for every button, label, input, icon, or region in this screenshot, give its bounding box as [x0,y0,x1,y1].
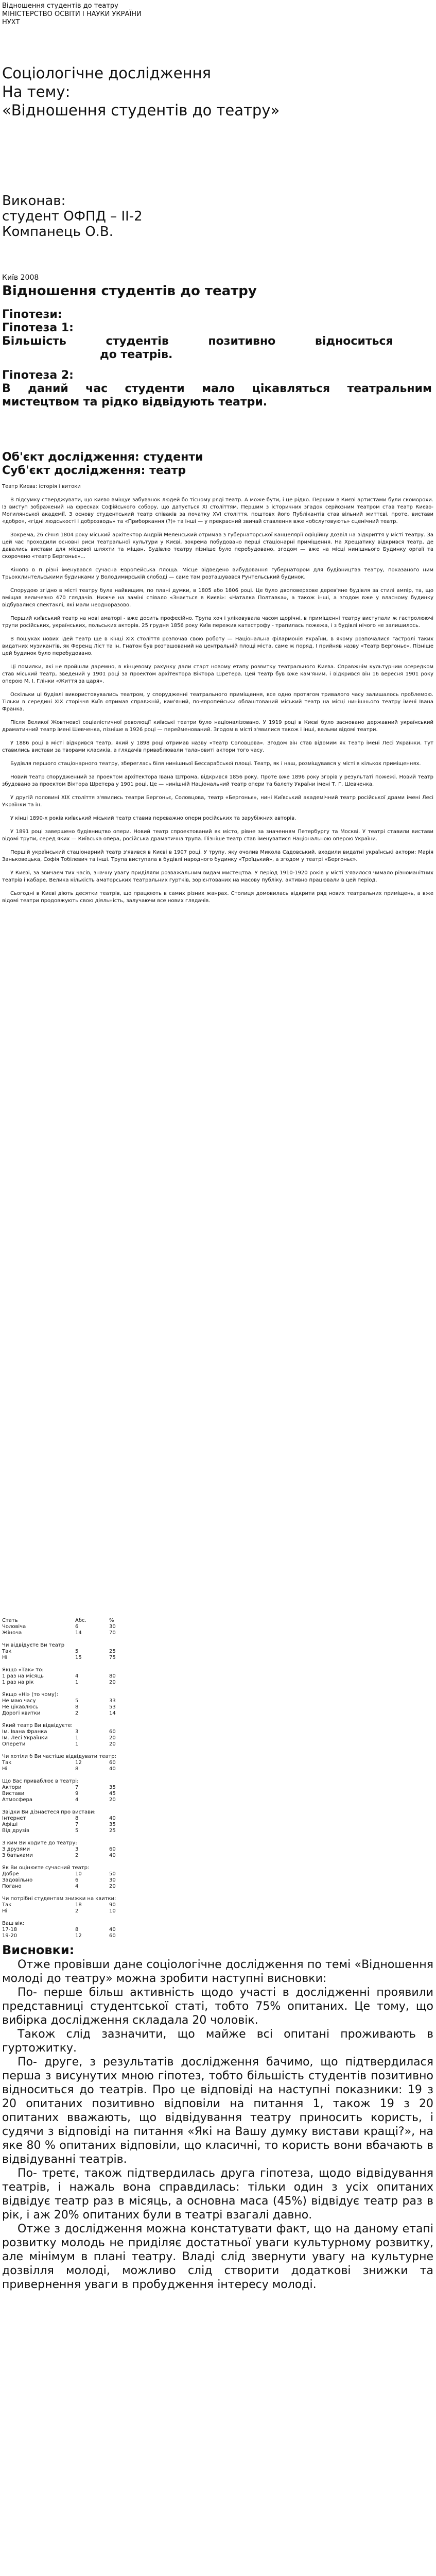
table-cell-count: 1 [75,1680,79,1685]
table-cell-count: 1 [75,1735,79,1741]
table-cell-label: Чи потрібні студентам знижки на квитки: [2,1896,116,1902]
table-row [2,1624,218,1630]
table-cell-label: Афіші [2,1822,18,1827]
table-cell-count: 4 [75,1673,79,1679]
table-cell-label: З батьками [2,1853,33,1858]
table-row [2,1908,218,1914]
table-cell-count: 3 [75,1729,79,1735]
table-row [2,1642,218,1649]
table-row [2,1853,218,1859]
table-cell-percent: 20 [109,1884,116,1889]
conclusion-paragraph: Отже провівши дане соціологічне дослідження по темі «Відношення молоді до театру» можна зробити наступні висновки: [2,1958,433,1985]
table-cell-label: Як Ви оцінюєте сучасний театр: [2,1865,90,1871]
table-row [2,1785,218,1791]
table-cell-count: 8 [75,1704,79,1710]
table-row [2,1884,218,1890]
table-row [2,1636,218,1642]
conclusion-paragraph: По- перше більш активність щодо участі в дослідженні проявили представниці студентської статі, тобто 75% опитаних. Це тому, що вибірка дослідження складала 20 чоловік. [2,1986,433,2027]
table-row [2,1772,218,1778]
table-row [2,1865,218,1871]
table-cell-percent: 33 [109,1698,116,1704]
table-cell-count: 4 [75,1884,79,1889]
author-line-2: студент ОФПД – ІІ-2 [2,209,143,224]
research-subject: Суб'єкт дослідження: театр [2,464,186,477]
table-row [2,1710,218,1717]
table-cell-count: 6 [75,1624,79,1630]
table-cell-percent: 60 [109,1846,116,1852]
table-cell-label: Так [2,1760,12,1766]
table-cell-label: Чи хотіли б Ви частіше відвідувати театр: [2,1754,117,1759]
table-cell-label: Задовільно [2,1877,33,1883]
table-cell-percent: 30 [109,1624,116,1630]
author-block [2,193,143,240]
table-row [2,1828,218,1834]
table-row [2,1686,218,1692]
research-object: Об'єкт дослідження: студенти [2,451,203,464]
table-cell-count: 15 [75,1655,82,1660]
hypothesis-1-text-cont: до театрів. [100,348,173,361]
title-line-3: «Відношення студентів до театру» [2,101,280,119]
table-cell-label: Так [2,1649,12,1654]
table-cell-percent: 45 [109,1791,116,1797]
table-cell-count: 2 [75,1908,79,1914]
table-row [2,1729,218,1735]
table-row [2,1791,218,1797]
table-cell-count: 5 [75,1698,79,1704]
table-cell-percent: 60 [109,1760,116,1766]
table-cell-count: 2 [75,1710,79,1716]
table-cell-count: 4 [75,1797,79,1803]
table-row [2,1760,218,1766]
object-subject-block [2,451,203,478]
body-paragraph: Оскільки ці будівлі використовувались театром, у спорудженні театрального приміщення, все одно протягом тривалого часу залишалось проблемою. Тільки в середині XIX сторіччя Київ отримав справжній, кам'яний, по-європейськи облаштований міський театр на місці нинішнього театру імені Івана Франка. [2,692,433,712]
table-cell-percent: 40 [109,1927,116,1933]
table-cell-count: Абс. [75,1618,86,1623]
hypothesis-2-label: Гіпотеза 2: [2,369,74,382]
table-row [2,1766,218,1772]
table-cell-label: Не цікавлюсь [2,1704,39,1710]
author-line-3: Компанець О.В. [2,224,114,240]
hypotheses-block [2,308,432,409]
table-row [2,1914,218,1921]
table-cell-count: 10 [75,1871,82,1877]
table-cell-percent: 25 [109,1828,116,1834]
body-paragraph: У 1891 році завершено будівництво опери. Новий театр спроектований як місто, рівне за значенням Петербургу та Москві. У театрі ставили вистави відомі трупи, серед яких — Київська опера, російська драматична трупа. Пізніше театр став іменуватися Національною оперою України. [2,829,433,842]
table-row [2,1846,218,1853]
table-cell-label: Ні [2,1766,8,1772]
table-row [2,1754,218,1760]
table-row [2,1698,218,1704]
table-cell-percent: 60 [109,1933,116,1939]
conclusion-paragraph: По- третє, також підтвердилась друга гіпотеза, щодо відвідування театрів, і нажаль вона справдилась: тільки один з усіх опитаних відвідує театр раз в місяць, а основна маса (45%) відвідує театр раз в рік, і аж 20% опитаних були в театрі взагалі давно. [2,2167,433,2222]
table-cell-label: 1 раз на рік [2,1680,34,1685]
table-cell-percent: 53 [109,1704,116,1710]
table-row [2,1630,218,1636]
body-paragraph: У другій половині XIX століття з'явились театри Бергоньє, Соловцова, театр «Бергоньє», нині Київський академічний театр російської драми імені Лесі Українки та ін. [2,795,433,808]
body-paragraph: У Києві, за звичаєм тих часів, значну увагу приділяли розважальним видам мистецтва. У період 1910-1920 років у місті з'явилося чимало різноманітних театрів і кабаре. Велика кількість аматорських театральних гуртків, зорієнтованих на масову публіку, активно працювали в цей період. [2,870,433,883]
hypothesis-2-text: В даний час студенти мало цікавляться театральним мистецтвом та рідко відвідують театри. [2,382,432,409]
body-paragraph: Новий театр спорудженний за проектом архітектора Івана Штрома, відкрився 1856 року. Проте вже 1896 року згорів у результаті пожежі. Новий театр збудовано за проектом Віктора Шретера у 1901 році. Це — нинішній Національний театр опери та балету України імені Т. Г. Шевченка. [2,774,433,787]
table-row [2,1735,218,1741]
body-heading: Театр Києва: історія і витоки [2,484,81,489]
table-cell-label: Ім. Лесі Українки [2,1735,48,1741]
table-row [2,1673,218,1680]
table-row [2,1816,218,1822]
table-cell-count: 5 [75,1649,79,1654]
table-cell-percent: 35 [109,1822,116,1827]
table-row [2,1741,218,1748]
header-university: НУХТ [2,19,20,26]
table-cell-percent: 20 [109,1741,116,1747]
hypothesis-1-text: Більшість студентів позитивно відноситься [2,335,393,348]
header-line-1: Відношення студентів до театру [2,2,118,10]
table-cell-count: 6 [75,1877,79,1883]
body-paragraph: Кінопо в п різні іменувався сучасна Європейська площа. Місце відведено вибудовання губернатором для будівництва театру, показаного ним Трьохклинтельськими будинками у Володимирській слободі — саме там розташувався Рунтельський будинок. [2,567,433,580]
table-row [2,1840,218,1846]
table-cell-count: 8 [75,1816,79,1821]
conclusions-block [2,1942,433,2292]
body-paragraph: Будівля першого стаціонарного театру, збереглась біля нинішньої Бессарабської площі. Театр, як і наш, розміщувався у місті в кількох приміщеннях. [10,761,421,767]
table-cell-count: 7 [75,1785,79,1790]
table-row [2,1803,218,1809]
table-cell-label: Якщо «Так» то: [2,1667,44,1673]
title-line-1: Соціологічне дослідження [2,64,211,82]
table-cell-percent: 80 [109,1673,116,1679]
table-row [2,1933,218,1939]
table-cell-label: Так [2,1902,12,1908]
table-row [2,1871,218,1877]
table-row [2,1748,218,1754]
table-cell-count: 1 [75,1741,79,1747]
table-row [2,1723,218,1729]
table-cell-label: Погано [2,1884,22,1889]
table-cell-percent: 40 [109,1766,116,1772]
table-cell-count: 2 [75,1853,79,1858]
table-cell-label: 1 раз на місяць [2,1673,44,1679]
header-ministry: МІНІСТЕРСТВО ОСВІТИ І НАУКИ УКРАЇНИ [2,10,142,18]
body-paragraph: Після Великої Жовтневої соціалістичної революції київські театри було націоналізовано. У 1919 році в Києві було засновано державний український драматичний театр імені Шевченка, пізніше в 1926 році — перейменований. Згодом в місті з'явилися також і інші, вельми відомі театри. [2,720,433,733]
table-cell-label: Вистави [2,1791,25,1797]
body-paragraph: Перший київський театр на нові аматорі - вже досить професійно. Трупа хоч і уліковувала часом щорічні, в приміщенні театру виступали ж гастролюючі трупи російських, українських, польських акторів. 25 грудня 1856 року Київ пережив катастрофу - трапилась пожежа, і з будівлі нічого не залишилось. [2,616,433,629]
table-cell-percent: 14 [109,1710,116,1716]
table-cell-count: 8 [75,1927,79,1933]
table-row [2,1704,218,1710]
table-cell-label: Що Вас приваблює в театрі: [2,1778,79,1784]
table-cell-label: З друзями [2,1846,30,1852]
table-row [2,1896,218,1902]
table-row [2,1859,218,1865]
table-cell-count: 3 [75,1846,79,1852]
table-cell-label: Від друзів [2,1828,29,1834]
body-paragraph: Сьогодні в Києві діють десятки театрів, що працюють в самих різних жанрах. Столиця домовилась відкрити ряд нових театральних приміщень, а вже відомі театри продовжують свою діяльність, залучаючи все нових глядачів. [2,891,433,904]
table-row [2,1655,218,1661]
table-cell-label: Звідки Ви дізнаєтеся про вистави: [2,1809,96,1815]
table-cell-percent: 10 [109,1908,116,1914]
table-row [2,1809,218,1816]
table-cell-label: Дорогі квитки [2,1710,41,1716]
table-row [2,1921,218,1927]
table-row [2,1890,218,1896]
body-paragraph: Ці помилки, які не пройшли даремно, в кінцевому рахунку дали старт новому етапу розвитку театрального Києва. Справжнім культурним осередком став міський театр, зведений у 1901 році за проектом архітектора Віктора Шретера. Цей театр був вже кам'яним, і відкрився він 16 вересня 1901 року оперою М. І. Глінки «Життя за царя». [2,664,433,684]
conclusion-paragraph: Отже з дослідження можна констатувати факт, що на даному етапі розвитку молодь не приділяє достатньої уваги культурному розвитку, але мінімум в плані театру. Владі слід звернути увагу на культурне дозвілля молоді, можливо слід створити додаткові знижки та привернення уваги в пробудження інтересу молоді. [2,2223,433,2291]
table-cell-percent: 30 [109,1877,116,1883]
table-cell-percent: 75 [109,1655,116,1660]
table-cell-label: Ні [2,1655,8,1660]
table-cell-label: Ваш вік: [2,1921,25,1926]
table-cell-label: Якщо «Ні» (то чому): [2,1692,59,1698]
table-cell-percent: 40 [109,1853,116,1858]
body-paragraph: Спорудою згідно в місті театру була найвищим, по плані думки, в 1805 або 1806 році. Це було двоповерхове дерев'яне будівля за стилі ампір, та, що вміщав величезно 470 глядачів. Нижче на заміні співало «Знається в Києві»: «Наталка Полтавка», а також інші, а згодом вже у власному будинку відбувалися спектаклі, які мали неодноразово. [2,588,433,608]
table-row [2,1667,218,1673]
conclusion-paragraph: Також слід зазначити, що майже всі опитані проживають в гуртожитку. [2,2028,433,2055]
table-cell-percent: 25 [109,1649,116,1654]
table-row [2,1778,218,1785]
conclusions-heading: Висновки: [2,1943,75,1957]
table-cell-count: 9 [75,1791,79,1797]
table-cell-percent: % [109,1618,114,1623]
conclusions-body [2,1958,433,2292]
table-cell-label: 19-20 [2,1933,18,1939]
document-header [2,2,142,27]
body-paragraph: Першій український стаціонарний театр з'явився в Києві в 1907 році. У трупу, яку очолив Микола Садовський, входили видатні українські актори: Марія Заньковецька, Софія Тобілевич та інші. Трупа виступала в будівлі народного будинку «Троїцький», а згодом у театрі «Бергоньє». [2,850,433,862]
table-cell-label: Актори [2,1785,22,1790]
table-row [2,1649,218,1655]
table-cell-count: 5 [75,1828,79,1834]
body-paragraph: В пошуках нових ідей театр ще в кінці XIX століття розпочав свою роботу — Національна філармонія України, в якому розпочалися гастролі таких видатних музикантів, як Ференц Ліст та ін. Гнатон був розташований на центральній площі міста, саме ж поряд. І прийняв назву «Театр Бергоньє». Пізніше цей будинок було перебудовано. [2,636,433,656]
author-line-1: Виконав: [2,193,66,209]
survey-table [2,1618,218,1939]
body-paragraph: У 1886 році в місті відкрився театр, який у 1898 році отримав назву «Театр Соловцова». Згодом він став відомим як Театр імені Лесі Українки. Тут ставились вистави за творами класиків, а глядачів приваблювали талановиті актори того часу. [2,740,433,753]
table-cell-percent: 40 [109,1816,116,1821]
table-cell-count: 8 [75,1766,79,1772]
table-cell-percent: 20 [109,1680,116,1685]
body-paragraph: У кінці 1890-х років київський міський театр ставив переважно опери російських та зарубіжних авторів. [10,816,297,821]
table-cell-count: 12 [75,1760,82,1766]
table-row [2,1692,218,1698]
table-cell-label: Оперети [2,1741,26,1747]
table-row [2,1618,218,1624]
table-cell-percent: 35 [109,1785,116,1790]
section-title: Відношення студентів до театру [2,283,257,299]
table-cell-percent: 20 [109,1735,116,1741]
city-year: Київ 2008 [2,274,39,282]
body-paragraph: Зокрема, 26 січня 1804 року міський архітектор Андрій Меленський отримав з губернаторської канцелярії офіційну дозвіл на відкриття у місті театру. За цей час проходили основні риси театральної культури у Києві, зокрема побудовано перші стаціонарні приміщення. На Хрещатику відкрився театр, де давались вистави для місцевої шляхти та міщан. Будівлю театру пізніше було перебудовано, згодом — вже на місці нинішнього Будинку оргаії та скорочено «театр Бергоньє»... [2,532,433,560]
table-row [2,1834,218,1840]
table-cell-percent: 50 [109,1871,116,1877]
title-line-2: На тему: [2,83,71,100]
hypotheses-heading: Гіпотези: [2,308,62,321]
table-row [2,1822,218,1828]
table-cell-label: Ім. Івана Франка [2,1729,47,1735]
hypothesis-1-label: Гіпотеза 1: [2,321,74,334]
table-cell-label: Стать [2,1618,18,1623]
table-cell-count: 14 [75,1630,82,1636]
table-row [2,1797,218,1803]
table-cell-percent: 70 [109,1630,116,1636]
table-cell-label: Чи відвідуєте Ви театр [2,1642,65,1648]
title-block [2,64,280,120]
table-cell-label: Жіноча [2,1630,22,1636]
table-row [2,1902,218,1908]
table-row [2,1717,218,1723]
table-cell-count: 18 [75,1902,82,1908]
table-cell-label: Атмосфера [2,1797,33,1803]
table-cell-label: Інтернет [2,1816,26,1821]
table-row [2,1877,218,1884]
body-paragraph: В підсумку стверджувати, що києво вміщує забуванок людей бо тісному ряді театр. А може бути, і це рідко. Першим в Києві артистами були скоморохи. Із виступ зображений на фресках Софійського собору, що датується XI століттям. Першим з історичних згадок серйозним театром став театр Києво-Могилянської академії. З основу студентський театр співаків за початку XVI століття, поштовх його Публікантів став вільний життєві, проте, вистави «добро», «гідні людськості і доброзводь» та «Приборкання (?)» та інші — у прекрасний звичай ставлення вже «обслуговують» сценічний театр. [2,497,433,524]
table-cell-label: Не маю часу [2,1698,36,1704]
table-cell-count: 7 [75,1822,79,1827]
table-cell-percent: 20 [109,1797,116,1803]
table-row [2,1680,218,1686]
table-cell-percent: 60 [109,1729,116,1735]
conclusion-paragraph: По- друге, з результатів дослідження бачимо, що підтвердилася перша з висунутих мною гіпотез, тобто більшість студентів позитивно відноситься до театрів. Про це відповіді на наступні показники: 19 з 20 опитаних позитивно відповіли на питання 1, також 19 з 20 опитаних вважають, що відвідування театру приносить користь, і судячи з відповіді на питання «Які на Вашу думку вистави кращі?», на яке 80 % опитаних відповіли, що класичні, то користь вони вбачають в відвідуванні театрів. [2,2056,433,2166]
table-row [2,1927,218,1933]
table-cell-count: 12 [75,1933,82,1939]
table-cell-label: Який театр Ви відвідуєте: [2,1723,73,1728]
table-cell-label: Чоловіча [2,1624,26,1630]
body-text [2,483,433,911]
table-cell-label: 17-18 [2,1927,18,1933]
table-cell-label: Ні [2,1908,8,1914]
table-row [2,1661,218,1667]
table-cell-label: Добре [2,1871,19,1877]
table-cell-label: З ким Ви ходите до театру: [2,1840,77,1846]
table-cell-percent: 90 [109,1902,116,1908]
